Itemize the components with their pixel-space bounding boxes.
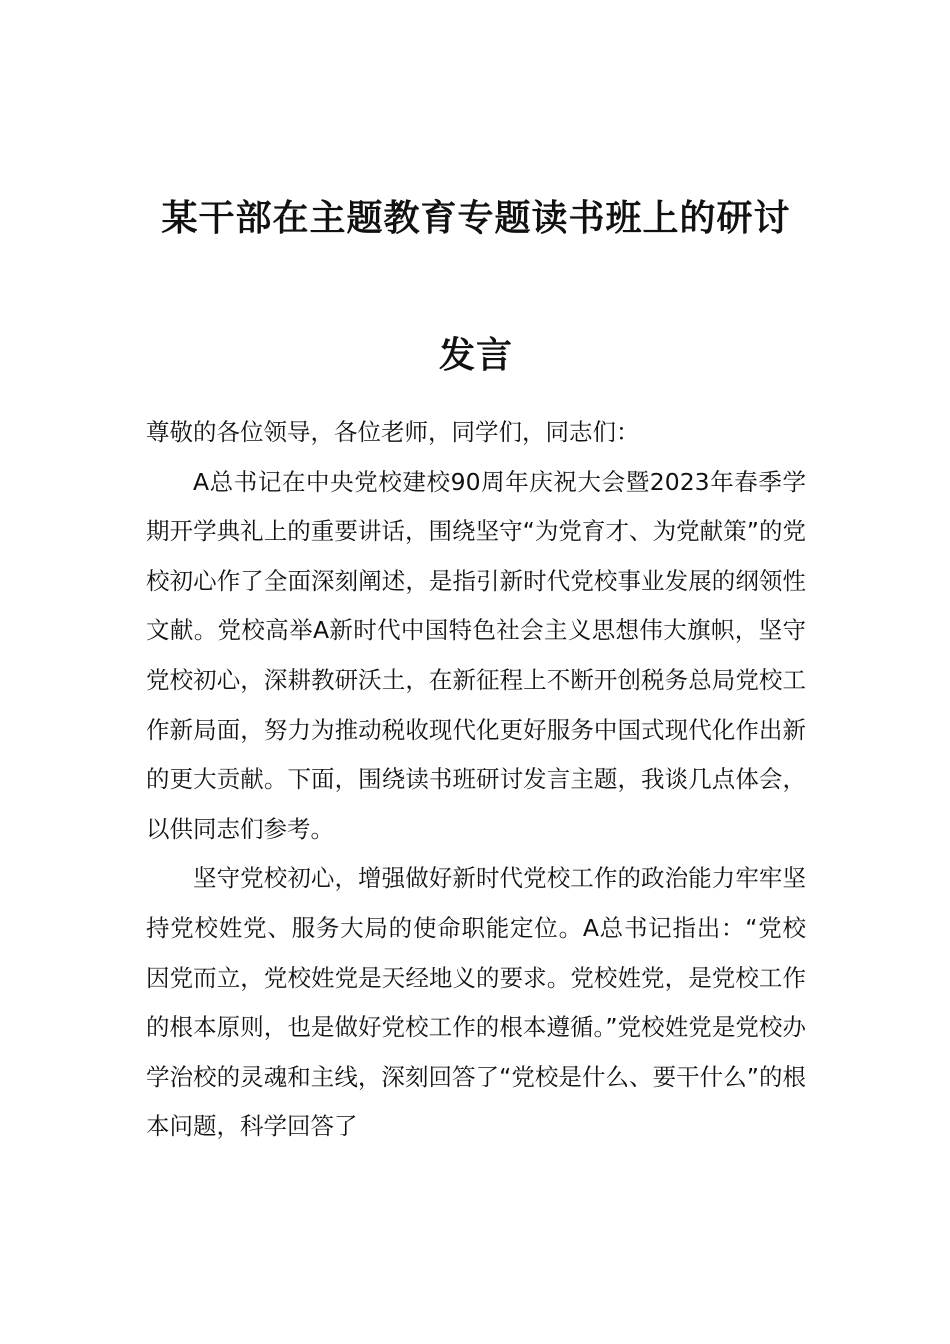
paragraph-intro: A总书记在中央党校建校90周年庆祝大会暨2023年春季学期开学典礼上的重要讲话，围绕坚守“为党育才、为党献策”的党校初心作了全面深刻阐述，是指引新时代党校事业发展的纲领性文献。党校高举A新时代中国特色社会主义思想伟大旗帜，坚守党校初心，深耕教研沃土，在新征程上不断开创税务总局党校工作新局面，努力为推动税收现代化更好服务中国式现代化作出新的更大贡献。下面，围绕读书班研讨发言主题，我谈几点体会，以供同志们参考。	[146, 467, 806, 843]
salutation: 尊敬的各位领导，各位老师，同学们，同志们：	[146, 418, 640, 446]
paragraph-party-school: 坚守党校初心，增强做好新时代党校工作的政治能力牢牢坚持党校姓党、服务大局的使命职能定位。A总书记指出：“党校因党而立，党校姓党是天经地义的要求。党校姓党，是党校工作的根本原则，也是做好党校工作的根本遵循。”党校姓党是党校办学治校的灵魂和主线，深刻回答了“党校是什么、要干什么”的根本问题，科学回答了	[146, 864, 806, 1141]
document-body	[146, 408, 806, 1152]
document-title: 某干部在主题教育专题读书班上的研讨发言	[161, 197, 791, 376]
